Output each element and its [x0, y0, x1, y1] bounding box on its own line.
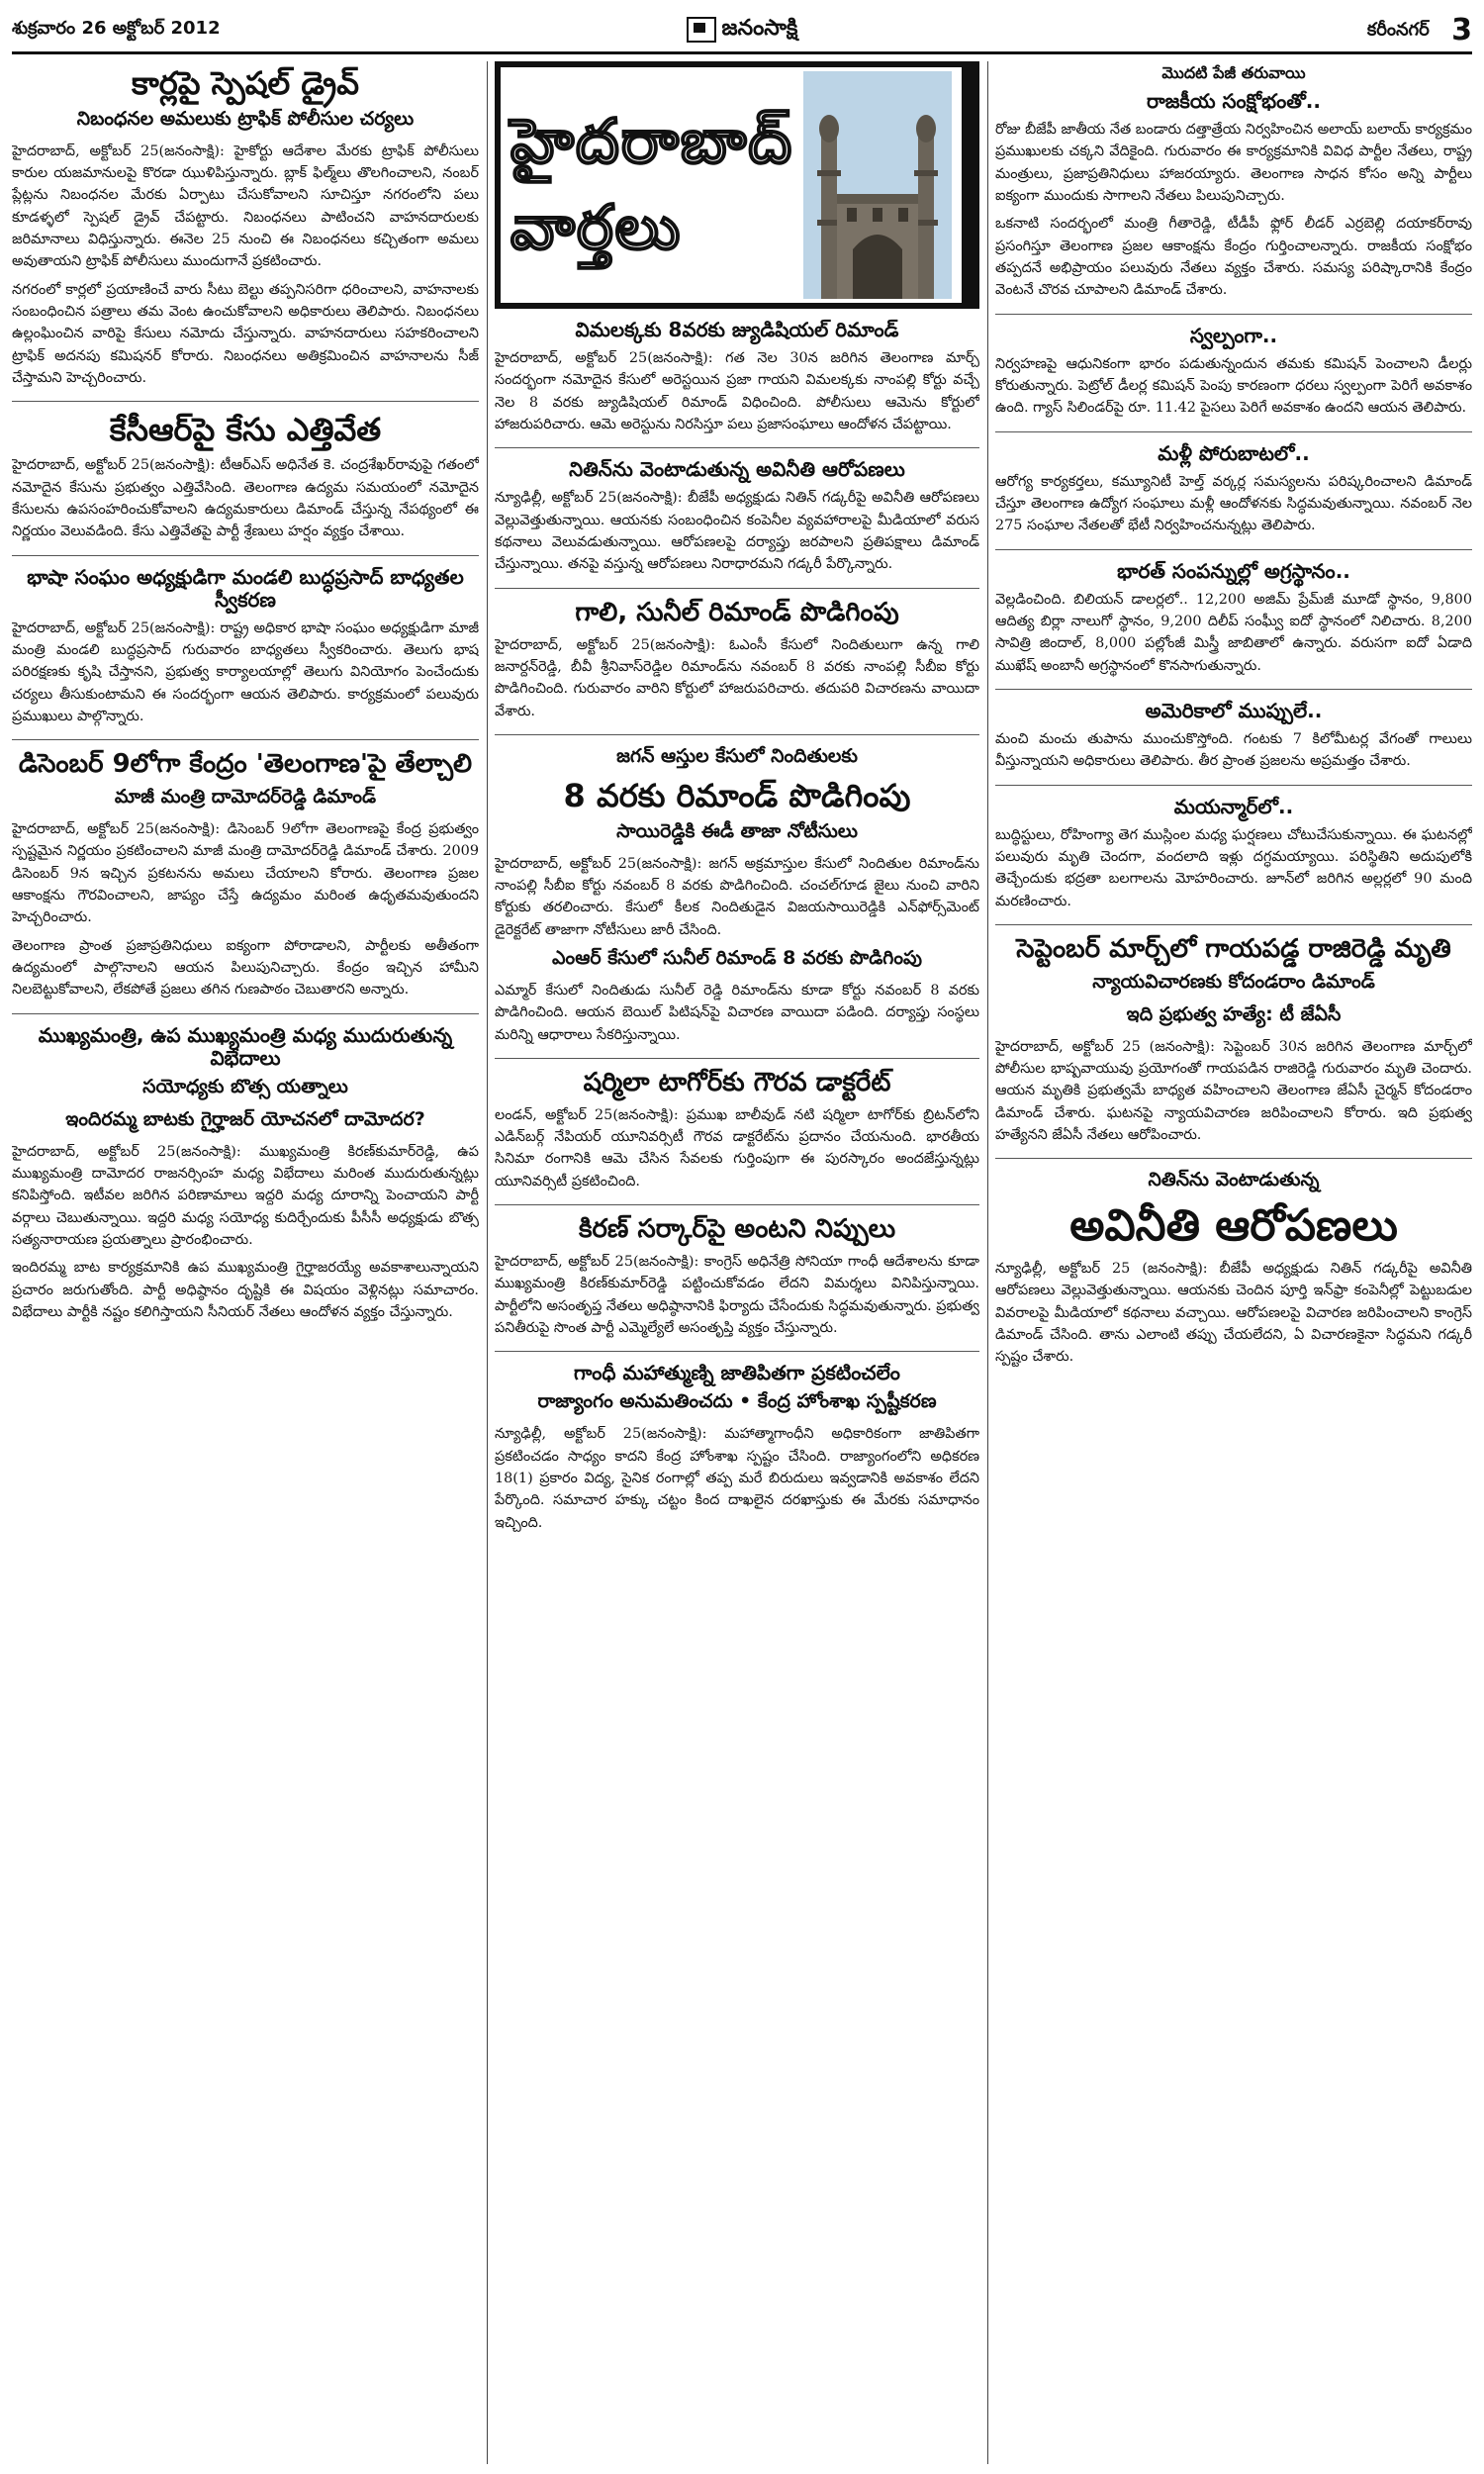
paper-name: జనంసాక్షి	[721, 14, 798, 41]
article-sharmila-tagore	[495, 1069, 979, 1205]
column-divider	[487, 61, 488, 2464]
headline: ముఖ్యమంత్రి, ఉప ముఖ్యమంత్రి మధ్య ముదురుతున్న విభేదాలు	[38, 1022, 453, 1070]
article-car-drive	[12, 65, 479, 402]
hyderabad-news-banner	[495, 61, 979, 309]
headline: కార్లపై స్పెషల్ డ్రైవ్	[132, 64, 359, 102]
article-rajireddy	[995, 935, 1472, 1160]
headline: భారత్ సంపన్నుల్లో అగ్రస్థానం..	[1117, 558, 1350, 583]
logo-icon	[687, 17, 716, 43]
column-3	[995, 61, 1472, 2464]
article-paragraph: ఎమ్మార్ కేసులో నిందితుడు సునీల్ రెడ్డి రిమాండ్‌ను కూడా కోర్టు నవంబర్ 8 వరకు పొడిగించింది. ఆయన బెయిల్ పిటిషన్‌పై విచారణ వాయిదా పడింది. దర్యాప్తు సంస్థలు మరిన్ని ఆధారాలు సేకరిస్తున్నాయి.	[495, 982, 979, 1043]
article-paragraph: బుద్ధిస్టులు, రోహింగ్యా తెగ ముస్లింల మధ్య ఘర్షణలు చోటుచేసుకున్నాయి. ఈ ఘటనల్లో పలువురు మృతి చెందగా, వందలాది ఇళ్లు దగ్ధమయ్యాయి. పరిస్థితిని అదుపులోకి తెచ్చేందుకు భద్రతా బలగాలను మోహరించారు. జూన్‌లో జరిగిన అల్లర్లలో 90 మంది మరణించారు.	[995, 826, 1472, 909]
article-paragraph: హైదరాబాద్, అక్టోబర్ 25(జనంసాక్షి): టీఆర్ఎస్ అధినేత కె. చంద్రశేఖర్‌రావుపై గతంలో నమోదైన కేసును ప్రభుత్వం ఎత్తివేసింది. తెలంగాణ ఉద్యమ సమయంలో నమోదైన కేసులను ఉపసంహరించుకోవాలని ఉద్యమకారులు డిమాండ్ చేస్తున్న నేపథ్యంలో ఈ నిర్ణయం వెలువడింది. కేసు ఎత్తివేతపై పార్టీ శ్రేణులు హర్షం వ్యక్తం చేశాయి.	[12, 457, 479, 540]
issue-date: శుక్రవారం 26 అక్టోబర్ 2012	[12, 17, 221, 39]
kicker: నితిన్‌ను వెంటాడుతున్న	[1148, 1169, 1320, 1191]
article-paragraph: హైదరాబాద్, అక్టోబర్ 25(జనంసాక్షి): హైకోర్టు ఆదేశాల మేరకు ట్రాఫిక్ పోలీసులు కారుల యజమానులపై కొరడా ఝుళిపిస్తున్నారు. బ్లాక్ ఫిల్మ్‌లు తొలగించాలని, నంబర్ ప్లేట్లను నిబంధనల మేరకు ఏర్పాటు చేసుకోవాలని సూచిస్తూ నగరంలోని పలు కూడళ్ళలో స్పెషల్ డ్రైవ్ చేపట్టారు. నిబంధనలు పాటించని వాహనదారులకు జరిమానాలు విధిస్తున్నారు. ఈనెల 25 నుంచి ఈ నిబంధనలు కచ్చితంగా అమలు అవుతాయని ట్రాఫిక్ పోలీసులు ముందుగానే ప్రకటించారు.	[12, 143, 479, 270]
banner-line: హైదరాబాద్	[510, 105, 794, 178]
article-paragraph: హైదరాబాద్, అక్టోబర్ 25(జనంసాక్షి): ముఖ్యమంత్రి కిరణ్‌కుమార్‌రెడ్డి, ఉప ముఖ్యమంత్రి దామోదర రాజనర్సింహ మధ్య విభేదాలు మరింత ముదురుతున్నట్లు కనిపిస్తోంది. ఇటీవల జరిగిన పరిణామాలు ఇద్దరి మధ్య దూరాన్ని పెంచాయని పార్టీ వర్గాలు చెబుతున్నాయి. ఇద్దరి మధ్య సయోధ్య కుదిర్చేందుకు పీసీసీ అధ్యక్షుడు బొత్స సత్యనారాయణ ప్రయత్నాలు ప్రారంభించారు.	[12, 1143, 479, 1248]
article-gandhi	[495, 1362, 979, 1546]
headline: భాషా సంఘం అధ్యక్షుడిగా మండలి బుద్ధప్రసాద్ బాధ్యతల స్వీకరణ	[27, 564, 464, 612]
article-paragraph: హైదరాబాద్, అక్టోబర్ 25(జనంసాక్షి): జగన్ అక్రమాస్తుల కేసులో నిందితుల రిమాండ్‌ను నాంపల్లి సీబీఐ కోర్టు నవంబర్ 8 వరకు పొడిగించింది. చంచల్‌గూడ జైలు నుంచి వారిని కోర్టుకు తరలించారు. కేసులో కీలక నిందితుడైన విజయసాయిరెడ్డికి ఎన్‌ఫోర్స్‌మెంట్ డైరెక్టరేట్ తాజాగా నోటీసులు జారీ చేసింది.	[495, 855, 979, 938]
headline: కేసీఆర్‌పై కేసు ఎత్తివేత	[109, 411, 382, 449]
article-slight	[995, 325, 1472, 432]
kicker: జగన్ ఆస్తుల కేసులో నిందితులకు	[616, 744, 858, 767]
article-paragraph: హైదరాబాద్, అక్టోబర్ 25(జనంసాక్షి): డిసెంబర్ 9లోగా తెలంగాణపై కేంద్ర ప్రభుత్వం స్పష్టమైన నిర్ణయం ప్రకటించాలని మాజీ మంత్రి దామోదర్‌రెడ్డి డిమాండ్ చేశారు. 2009 డిసెంబర్ 9న ఇచ్చిన ప్రకటనను అమలు చేయాలని కోరారు. తెలంగాణ ప్రజల ఆకాంక్షను గౌరవించాలని, జాప్యం చేస్తే ఉద్యమం మరింత ఉధృతమవుతుందని హెచ్చరించారు.	[12, 821, 479, 926]
headline: రాజకీయ సంక్షోభంతో..	[1147, 89, 1321, 113]
article-paragraph: ఆరోగ్య కార్యకర్తలు, కమ్యూనిటీ హెల్త్ వర్కర్ల సమస్యలను పరిష్కరించాలని డిమాండ్ చేస్తూ తెలంగాణ ఉద్యోగ సంఘాలు మళ్లీ ఆందోళనకు సిద్ధమవుతున్నాయి. నవంబర్ నెల 275 సంఘాల నేతలతో భేటీ నిర్వహించనున్నట్లు తెలిపారు.	[995, 473, 1472, 534]
headline: కిరణ్ సర్కార్‌పై అంటని నిప్పులు	[578, 1214, 896, 1245]
headline: విమలక్కకు 8వరకు జ్యుడిషియల్ రిమాండ్	[575, 318, 899, 341]
headline: అవినీతి ఆరోపణలు	[1069, 1200, 1398, 1252]
paper-logo	[596, 15, 887, 46]
subheadline: సాయిరెడ్డికి ఈడీ తాజా నోటీసులు	[616, 819, 858, 842]
charminar-icon	[803, 71, 952, 299]
article-paragraph: హైదరాబాద్, అక్టోబర్ 25(జనంసాక్షి): రాష్ట్ర అధికార భాషా సంఘం అధ్యక్షుడిగా మాజీ మంత్రి మండలి బుద్ధప్రసాద్ గురువారం బాధ్యతలు స్వీకరించారు. తెలుగు భాష పరిరక్షణకు కృషి చేస్తానని, ప్రభుత్వ కార్యాలయాల్లో తెలుగు వినియోగం పెంచేందుకు చర్యలు తీసుకుంటామని ఈ సందర్భంగా ఆయన తెలిపారు. కార్యక్రమంలో పలువురు ప్రముఖులు పాల్గొన్నారు.	[12, 619, 479, 724]
masthead	[12, 8, 1472, 54]
headline: గాంధీ మహాత్ముణ్ని జాతిపితగా ప్రకటించలేం	[574, 1361, 900, 1385]
article-kcr-case	[12, 412, 479, 555]
article-political-crisis	[995, 63, 1472, 315]
article-jagan-remand	[495, 745, 979, 1059]
column-1	[12, 61, 479, 2464]
page-number: 3	[1451, 12, 1472, 48]
banner-line: వార్తలు	[510, 191, 683, 263]
headline: డిసెంబర్ 9లోగా కేంద్రం 'తెలంగాణ'పై తేల్చాలి	[18, 749, 473, 780]
headline: షర్మిలా టాగోర్‌కు గౌరవ డాక్టరేట్	[583, 1067, 891, 1097]
article-cm-deputy-cm	[12, 1024, 479, 1336]
article-vimalakka	[495, 319, 979, 448]
article-paragraph: న్యూఢిల్లీ, అక్టోబర్ 25(జనంసాక్షి): బీజేపీ అధ్యక్షుడు నితిన్ గడ్కరీపై అవినీతి ఆరోపణలు వెల్లువెత్తుతున్నాయి. ఆయనకు సంబంధించిన కంపెనీల వ్యవహారాలపై మీడియాలో వరుస కథనాలు వెలువడుతున్నాయి. ఆరోపణలపై దర్యాప్తు జరపాలని ప్రతిపక్షాలు డిమాండ్ చేస్తున్నాయి. తనపై వస్తున్న ఆరోపణలు నిరాధారమని గడ్కరీ పేర్కొన్నారు.	[495, 490, 979, 573]
article-paragraph: రోజు బీజేపీ జాతీయ నేత బండారు దత్తాత్రేయ నిర్వహించిన అలాయ్ బలాయ్ కార్యక్రమం ప్రముఖులకు చక్కని వేదికైంది. గురువారం ఈ కార్యక్రమానికి వివిధ పార్టీల నేతలు, రాష్ట్ర మంత్రులు, ప్రజాప్రతినిధులు హాజరయ్యారు. తెలంగాణ సాధన కోసం అన్ని పార్టీలు ఐక్యంగా ముందుకు సాగాలని నేతలు పిలుపునిచ్చారు.	[995, 122, 1472, 204]
article-paragraph: నగరంలో కార్లలో ప్రయాణించే వారు సీటు బెల్టు తప్పనిసరిగా ధరించాలని, వాహనాలకు సంబంధించిన పత్రాలు తమ వెంట ఉంచుకోవాలని అధికారులు తెలిపారు. నిబంధనలు ఉల్లంఘించిన వారిపై కేసులు నమోదు చేస్తున్నారు. వాహనదారులు సహకరించాలని ట్రాఫిక్ అదనపు కమిషనర్ కోరారు. నిబంధనలు అతిక్రమించిన వాహనాలను సీజ్ చేస్తామని హెచ్చరించారు.	[12, 281, 479, 387]
article-paragraph: తెలంగాణ ప్రాంత ప్రజాప్రతినిధులు ఐక్యంగా పోరాడాలని, పార్టీలకు అతీతంగా ఉద్యమంలో పాల్గొనాలని ఆయన పిలుపునిచ్చారు. కేంద్రం ఇచ్చిన హామీని నిలబెట్టుకోవాలని, లేకపోతే ప్రజలు తగిన గుణపాఠం చెబుతారని అన్నారు.	[12, 937, 479, 999]
headline: మళ్లీ పోరుబాటలో..	[1158, 440, 1310, 465]
headline: నితిన్‌ను వెంటాడుతున్న అవినీతి ఆరోపణలు	[569, 457, 905, 482]
article-nitin-corruption	[495, 458, 979, 588]
article-paragraph: మంచి మంచు తుపాను ముంచుకొస్తోంది. గంటకు 7 కిలోమీటర్ల వేగంతో గాలులు వీస్తున్నాయని అధికారులు తెలిపారు. తీర ప్రాంత ప్రజలను అప్రమత్తం చేశారు.	[995, 730, 1472, 770]
article-myanmar	[995, 796, 1472, 925]
headline: 8 వరకు రిమాండ్ పొడిగింపు	[563, 776, 911, 814]
headline: అమెరికాలో ముప్పులే..	[1145, 698, 1323, 722]
article-protest-again	[995, 442, 1472, 550]
article-language-commission	[12, 566, 479, 741]
article-paragraph: లండన్, అక్టోబర్ 25(జనంసాక్షి): ప్రముఖ బాలీవుడ్ నటి షర్మిలా టాగోర్‌కు బ్రిటన్‌లోని ఎడిన్‌బర్గ్ నేపియర్ యూనివర్సిటీ గౌరవ డాక్టరేట్‌ను ప్రదానం చేయనుంది. భారతీయ సినిమా రంగానికి ఆమె చేసిన సేవలకు గుర్తింపుగా ఈ పురస్కారం అందజేస్తున్నట్లు యూనివర్సిటీ ప్రకటించింది.	[495, 1106, 979, 1189]
subheadline: ఇది ప్రభుత్వ హత్యే: టీ జేఏసీ	[1126, 1002, 1342, 1025]
subheadline: సయోధ్యకు బొత్స యత్నాలు	[142, 1075, 348, 1097]
article-paragraph: న్యూఢిల్లీ, అక్టోబర్ 25 (జనంసాక్షి): బీజేపీ అధ్యక్షుడు నితిన్ గడ్కరీపై అవినీతి ఆరోపణలు వెల్లువెత్తుతున్నాయి. ఆయనకు చెందిన పూర్తి ఇన్‌ఫ్రా కంపెనీల్లో పెట్టుబడుల వివరాలపై మీడియాలో కథనాలు వచ్చాయి. ఆరోపణలపై విచారణ జరిపించాలని కాంగ్రెస్ డిమాండ్ చేసింది. తాను ఎలాంటి తప్పు చేయలేదని, ఏ విచారణకైనా సిద్ధమని గడ్కరీ స్పష్టం చేశారు.	[995, 1261, 1472, 1366]
column-2	[495, 61, 979, 2464]
headline: గాలి, సునీల్ రిమాండ్ పొడిగింపు	[575, 597, 899, 627]
subheadline: నిబంధనల అమలుకు ట్రాఫిక్ పోలీసుల చర్యలు	[76, 107, 415, 130]
article-paragraph: ఇందిరమ్మ బాట కార్యక్రమానికి ఉప ముఖ్యమంత్రి గైర్హాజరయ్యే అవకాశాలున్నాయని ప్రచారం జరుగుతోంది. పార్టీ అధిష్ఠానం దృష్టికి ఈ విషయం వెళ్లినట్లు సమాచారం. విభేదాలు పార్టీకి నష్టం కలిగిస్తాయని సీనియర్ నేతలు ఆందోళన వ్యక్తం చేస్తున్నారు.	[12, 1260, 479, 1320]
article-kiran-sarkar	[495, 1215, 979, 1352]
article-paragraph: ఒకనాటి సందర్భంలో మంత్రి గీతారెడ్డి, టీడీపీ ఫ్లోర్ లీడర్ ఎర్రబెల్లి దయాకర్‌రావు ప్రసంగిస్తూ తెలంగాణ ప్రజల ఆకాంక్షను కేంద్రం గుర్తించాలన్నారు. రాజకీయ సంక్షోభం తప్పదనే అభిప్రాయం పలువురు నేతలు వ్యక్తం చేశారు. సమస్య పరిష్కారానికి కేంద్రం వెంటనే చొరవ చూపాలని డిమాండ్ చేశారు.	[995, 216, 1472, 299]
article-paragraph: న్యూఢిల్లీ, అక్టోబర్ 25(జనంసాక్షి): మహాత్మాగాంధీని అధికారికంగా జాతిపితగా ప్రకటించడం సాధ్యం కాదని కేంద్ర హోంశాఖ స్పష్టం చేసింది. రాజ్యాంగంలోని అధికరణ 18(1) ప్రకారం విద్య, సైనిక రంగాల్లో తప్ప మరే బిరుదులు ఇవ్వడానికి అవకాశం లేదని పేర్కొంది. సమాచార హక్కు చట్టం కింద దాఖలైన దరఖాస్తుకు ఈ మేరకు సమాధానం ఇచ్చింది.	[495, 1426, 979, 1531]
subheadline: న్యాయవిచారణకు కోదండరాం డిమాండ్	[1092, 970, 1375, 993]
article-gali-sunil	[495, 599, 979, 735]
article-paragraph: వెల్లడించింది. బిలియన్ డాలర్లలో.. 12,200 అజిమ్ ప్రేమ్‌జీ మూడో స్థానం, 9,800 ఆదిత్య బిర్లా నాలుగో స్థానం, 9,200 దిలీప్ సంఘ్వీ ఐదో స్థానంలో నిలిచారు. 8,200 సావిత్రి జిందాల్, 8,000 పల్లోంజీ మిస్త్రీ జాబితాలో ఉన్నారు. వరుసగా ఐదో ఏడాది ముఖేష్ అంబానీ అగ్రస్థానంలో కొనసాగుతున్నారు.	[995, 591, 1472, 674]
article-paragraph: హైదరాబాద్, అక్టోబర్ 25(జనంసాక్షి): గత నెల 30న జరిగిన తెలంగాణ మార్చ్ సందర్భంగా నమోదైన కేసులో అరెస్టయిన ప్రజా గాయని విమలక్కకు నాంపల్లి కోర్టు వచ్చే నెల 8 వరకు జ్యుడిషియల్ రిమాండ్ విధించింది. పోలీసులు ఆమెను కోర్టులో హాజరుపరిచారు. ఆమె అరెస్టును నిరసిస్తూ పలు ప్రజాసంఘాలు ఆందోళన చేపట్టాయి.	[495, 350, 979, 432]
article-america	[995, 700, 1472, 786]
article-paragraph: హైదరాబాద్, అక్టోబర్ 25(జనంసాక్షి): కాంగ్రెస్ అధినేత్రి సోనియా గాంధీ ఆదేశాలను కూడా ముఖ్యమంత్రి కిరణ్‌కుమార్‌రెడ్డి పట్టించుకోవడం లేదని విమర్శలు వినిపిస్తున్నాయి. పార్టీలోని అసంతృప్త నేతలు అధిష్ఠానానికి ఫిర్యాదు చేసేందుకు సిద్ధమవుతున్నారు. ప్రభుత్వ పనితీరుపై సొంత పార్టీ ఎమ్మెల్యేలే అసంతృప్తి వ్యక్తం చేస్తున్నారు.	[495, 1254, 979, 1336]
continued-label: మొదటి పేజీ తరువాయి	[1161, 63, 1306, 82]
article-india-rich	[995, 560, 1472, 690]
region-name: కరీంనగర్	[1366, 19, 1430, 40]
subheadline: మాజీ మంత్రి దామోదర్‌రెడ్డి డిమాండ్	[114, 786, 377, 809]
column-divider	[987, 61, 988, 2464]
subheadline: ఇందిరమ్మ బాటకు గైర్హాజర్ యోచనలో దామోదర?	[65, 1107, 425, 1130]
headline: మయన్మార్‌లో..	[1173, 794, 1294, 818]
region-label	[888, 13, 1472, 48]
subheadline: ఎంఆర్ కేసులో సునీల్ రిమాండ్ 8 వరకు పొడిగింపు	[552, 946, 922, 969]
subheadline: రాజ్యాంగం అనుమతించదు • కేంద్ర హోంశాఖ స్పష్టీకరణ	[537, 1390, 937, 1413]
headline: స్వల్పంగా..	[1189, 323, 1278, 347]
article-paragraph: హైదరాబాద్, అక్టోబర్ 25 (జనంసాక్షి): సెప్టెంబర్ 30న జరిగిన తెలంగాణ మార్చ్‌లో పోలీసుల భాష్పవాయువు ప్రయోగంతో గాయపడిన రాజిరెడ్డి గురువారం మృతి చెందారు. ఆయన మృతికి ప్రభుత్వమే బాధ్యత వహించాలని తెలంగాణ జేఏసీ చైర్మన్ కోదండరాం డిమాండ్ చేశారు. ఘటనపై న్యాయవిచారణ జరిపించాలని కోరారు. ఇది ప్రభుత్వ హత్యేనని జేఏసీ నేతలు ఆరోపించారు.	[995, 1038, 1472, 1144]
article-nitin-allegations	[995, 1169, 1472, 1380]
article-paragraph: హైదరాబాద్, అక్టోబర్ 25(జనంసాక్షి): ఓఎంసీ కేసులో నిందితులుగా ఉన్న గాలి జనార్దన్‌రెడ్డి, బీవీ శ్రీనివాస్‌రెడ్డిల రిమాండ్‌ను నవంబర్ 8 వరకు నాంపల్లి సీబీఐ కోర్టు పొడిగించింది. గురువారం వారిని కోర్టులో హాజరుపరిచారు. తదుపరి విచారణను వాయిదా వేశారు.	[495, 636, 979, 719]
headline: సెప్టెంబర్ మార్చ్‌లో గాయపడ్డ రాజిరెడ్డి మృతి	[1016, 933, 1451, 964]
article-december-9	[12, 750, 479, 1014]
article-paragraph: నిర్వహణపై ఆధునికంగా భారం పడుతున్నందున తమకు కమిషన్ పెంచాలని డీలర్లు కోరుతున్నారు. పెట్రోల్ డీలర్ల కమిషన్ పెంపు కారణంగా ధరలు స్వల్పంగా పెరిగే అవకాశం ఉంది. గ్యాస్ సిలిండర్‌పై రూ. 11.42 పైసలు పెరిగే అవకాశం ఉందని ఆయన తెలిపారు.	[995, 355, 1472, 417]
